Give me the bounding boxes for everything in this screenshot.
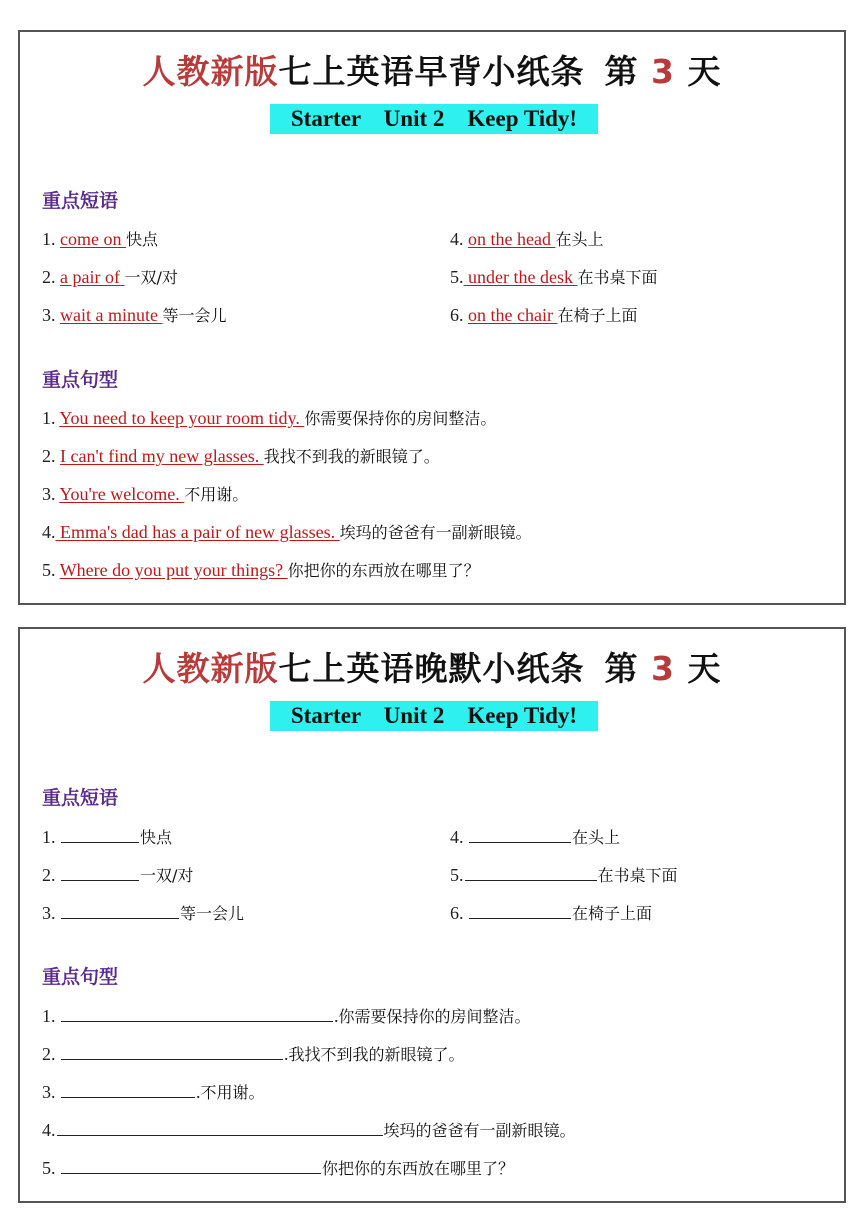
sentence-item: 5. Where do you put your things? 你把你的东西放在哪里了？: [42, 560, 480, 580]
sentence-answer-blank[interactable]: [61, 1080, 195, 1098]
sentence-blank-item: 1. .你需要保持你的房间整洁。: [42, 1006, 531, 1026]
phrase-item: 2. a pair of 一双/对: [42, 267, 178, 287]
phrase-blank-item: 4. 在头上: [450, 827, 621, 847]
phrase-blank-item: 1. 快点: [42, 827, 173, 847]
morning-phrases-heading: 重点短语: [42, 190, 119, 212]
phrase-answer-blank[interactable]: [61, 863, 139, 881]
sentence-blank-item: 4. 埃玛的爸爸有一副新眼镜。: [42, 1120, 576, 1140]
phrase-item: 3. wait a minute 等一会儿: [42, 305, 227, 325]
sentence-answer-blank[interactable]: [61, 1156, 321, 1174]
phrase-answer-blank[interactable]: [469, 901, 571, 919]
sentence-blank-item: 3. .不用谢。: [42, 1082, 265, 1102]
evening-card: [18, 627, 846, 1203]
sentence-item: 2. I can't find my new glasses. 我找不到我的新眼镜了。: [42, 446, 440, 466]
phrase-item: 5. under the desk 在书桌下面: [450, 267, 658, 287]
phrase-blank-item: 2. 一双/对: [42, 865, 194, 885]
phrase-answer-blank[interactable]: [61, 901, 179, 919]
phrase-item: 6. on the chair 在椅子上面: [450, 305, 638, 325]
phrase-item: 1. come on 快点: [42, 229, 158, 249]
phrase-answer-blank[interactable]: [61, 825, 139, 843]
sentence-item: 1. You need to keep your room tidy. 你需要保持你的房间整洁。: [42, 408, 497, 428]
morning-card: [18, 30, 846, 605]
sentence-item: 3. You're welcome. 不用谢。: [42, 484, 249, 504]
phrase-blank-item: 6. 在椅子上面: [450, 903, 653, 923]
evening-unit-banner: Starter Unit 2 Keep Tidy!: [270, 701, 598, 731]
morning-unit-banner: Starter Unit 2 Keep Tidy!: [270, 104, 598, 134]
phrase-blank-item: 3. 等一会儿: [42, 903, 245, 923]
evening-title: 人教新版七上英语晚默小纸条 第 3 天: [142, 649, 722, 688]
morning-title: 人教新版七上英语早背小纸条 第 3 天: [142, 52, 722, 91]
sentence-item: 4. Emma's dad has a pair of new glasses. 埃玛的爸爸有一副新眼镜。: [42, 522, 532, 542]
phrase-answer-blank[interactable]: [465, 863, 597, 881]
phrase-blank-item: 5. 在书桌下面: [450, 865, 678, 885]
sentence-answer-blank[interactable]: [57, 1118, 383, 1136]
evening-sentences-heading: 重点句型: [42, 966, 119, 988]
phrase-answer-blank[interactable]: [469, 825, 571, 843]
sentence-answer-blank[interactable]: [61, 1004, 333, 1022]
phrase-item: 4. on the head 在头上: [450, 229, 604, 249]
morning-sentences-heading: 重点句型: [42, 369, 119, 391]
sentence-answer-blank[interactable]: [61, 1042, 283, 1060]
sentence-blank-item: 2. .我找不到我的新眼镜了。: [42, 1044, 465, 1064]
sentence-blank-item: 5. 你把你的东西放在哪里了？: [42, 1158, 515, 1178]
evening-phrases-heading: 重点短语: [42, 787, 119, 809]
